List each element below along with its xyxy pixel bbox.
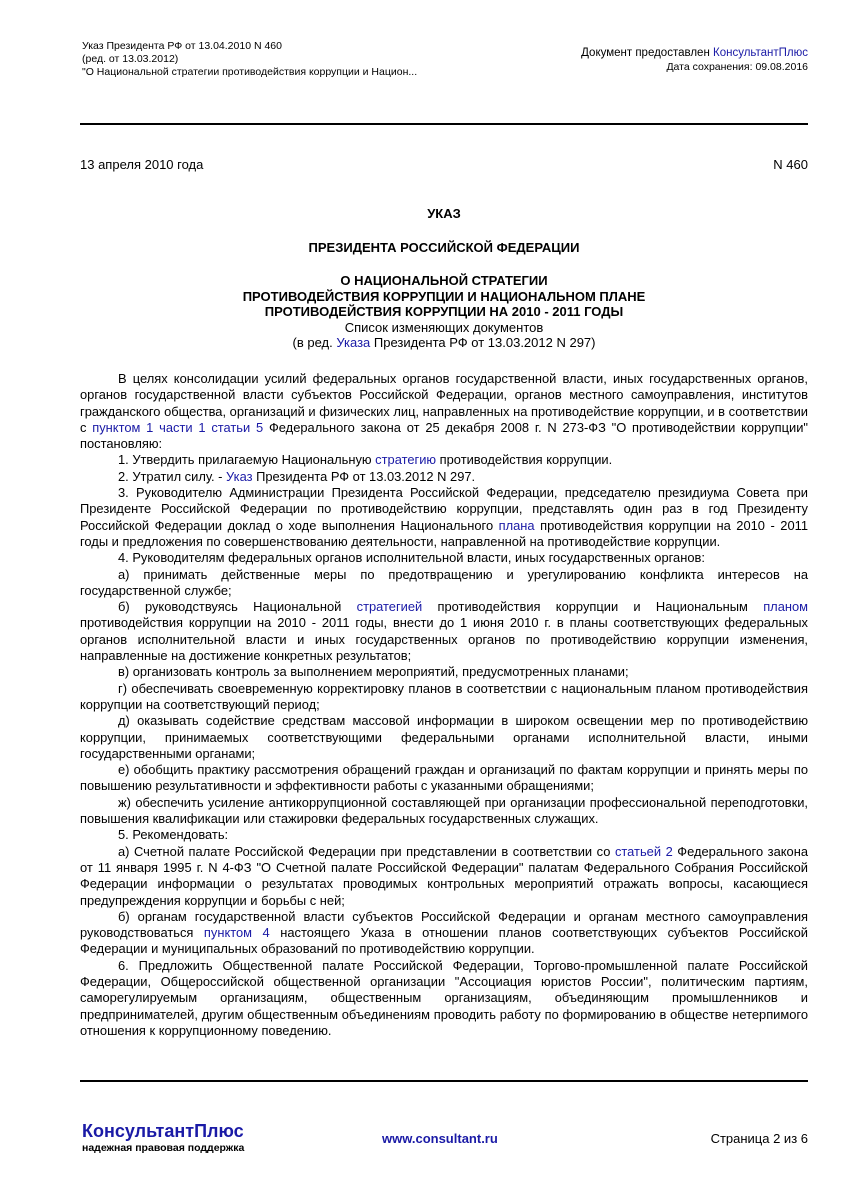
header-divider [80, 123, 808, 125]
paragraph-3 [80, 485, 808, 550]
footer-tagline: надежная правовая поддержка [82, 1142, 245, 1154]
paragraph-intro [80, 371, 808, 452]
paragraph-5a [80, 844, 808, 909]
page-number: Страница 2 из 6 [710, 1131, 808, 1146]
header-doc-subtitle: "О Национальной стратегии противодействия коррупции и Национ... [82, 66, 418, 78]
text-run: Федерального закона от 25 декабря 2008 г. N 273-ФЗ "О противодействии коррупции" постановляю: [80, 419, 809, 452]
decree-title-line-2: ПРОТИВОДЕЙСТВИЯ КОРРУПЦИИ И НАЦИОНАЛЬНОМ ПЛАНЕ [242, 288, 646, 304]
paragraph-4e: е) обобщить практику рассмотрения обращений граждан и организаций по фактам коррупции и принять меры по повышению результативности и эффективности работы с указанными обращениями; [80, 762, 808, 794]
decree-body [80, 371, 808, 1039]
paragraph-4: 4. Руководителям федеральных органов исполнительной власти, иных государственных органов: [118, 550, 705, 566]
amend-suffix: Президента РФ от 13.03.2012 N 297) [370, 335, 596, 350]
text-run: противодействия коррупции на 2010 - 2011 годы и предложения по совершенствованию деятельности, направленной на противодействие коррупции. [80, 517, 808, 549]
paragraph-4b [80, 599, 808, 664]
decree-number: N 460 [773, 157, 808, 172]
text-run: В целях консолидации усилий федеральных органов государственной власти, иных государственных органов, органов государственной власти субъектов Российской Федерации, органов местного самоуправления, институтов гражданского общества, организаций и физических лиц, направленных на противодействие коррупции, и в соответствии с [80, 371, 808, 435]
footer-divider [80, 1080, 808, 1082]
paragraph-4a: а) принимать действенные меры по предотвращению и урегулированию конфликта интересов на государственной службе; [80, 566, 808, 598]
header-doc-title: Указ Президента РФ от 13.04.2010 N 460 [82, 40, 282, 52]
text-run: 1. Утвердить прилагаемую Национальную [118, 452, 376, 468]
footer-brand-logo: КонсультантПлюс [82, 1121, 244, 1141]
text-run: 3. Руководителю Администрации Президента Российской Федерации, председателю президиума Совета при Президенте Российской Федерации по противодействию коррупции, представлять один раз в год Президенту Российской Федерации доклад о ходе выполнения Национального [80, 485, 808, 533]
footer-site-link[interactable]: www.consultant.ru [382, 1131, 498, 1146]
text-run: противодействия коррупции на 2010 - 2011 годы, внести до 1 июня 2010 г. в планы соответствующих федеральных органов исполнительной власти и иных государственных органов по противодействию коррупции изменения, направленные на достижение конкретных результатов; [80, 615, 808, 664]
law-article-link[interactable]: статьей 2 [614, 843, 673, 859]
amend-decree-link[interactable]: Указа [336, 335, 371, 350]
plan-link[interactable]: плана [498, 517, 535, 533]
dateline [80, 157, 808, 173]
text-run: противодействия коррупции. [436, 452, 613, 468]
decree-issuer-heading: ПРЕЗИДЕНТА РОССИЙСКОЙ ФЕДЕРАЦИИ [308, 239, 580, 255]
text-run: настоящего Указа в отношении планов соответствующих субъектов Российской Федерации и муниципальных образований по противодействию коррупции. [80, 925, 808, 957]
paragraph-4v: в) организовать контроль за выполнением мероприятий, предусмотренных планами; [118, 664, 629, 680]
decree-title-block [80, 206, 808, 351]
header-save-date: Дата сохранения: 09.08.2016 [666, 61, 808, 73]
text-run: противодействия коррупции и Национальным [422, 599, 764, 615]
header-provided-prefix: Документ предоставлен [581, 47, 713, 59]
paragraph-6: 6. Предложить Общественной палате Российской Федерации, Торгово-промышленной палате Российской Федерации, Общероссийской общественной организации "Ассоциация юристов России", политическим партиям, саморегулируемым организациям, общественным организациям, объединяющим промышленников и предпринимателей, другим общественным объединениям проводить работу по формированию в обществе нетерпимого отношения к коррупционному поведению. [80, 957, 808, 1038]
text-run: 2. Утратил силу. - [118, 468, 227, 484]
header-provided-by [468, 46, 808, 60]
amendments-list-label: Список изменяющих документов [344, 319, 544, 335]
paragraph-2 [80, 469, 808, 485]
amendments-reference [80, 335, 808, 351]
paragraph-4d: д) оказывать содействие средствам массовой информации в широком освещении мер по противодействию коррупции, принимаемых соответствующими федеральными органами исполнительной власти, иными государственными органами; [80, 713, 808, 761]
text-run: Федерального закона от 11 января 1995 г. N 4-ФЗ "О Счетной палате Российской Федерации" палатам Федерального Собрания Российской Федерации информации о результатах проводимых контрольных мероприятий отражать вопросы, касающиеся предупреждения коррупции и борьбы с ней; [80, 843, 808, 908]
header-doc-edition: (ред. от 13.03.2012) [82, 53, 179, 65]
text-run: Президента РФ от 13.03.2012 N 297. [252, 468, 476, 484]
law-article-link[interactable]: пунктом 1 части 1 статьи 5 [92, 419, 264, 435]
decree-title-line-1: О НАЦИОНАЛЬНОЙ СТРАТЕГИИ [340, 273, 548, 288]
text-run: б) органам государственной власти субъектов Российской Федерации и органам местного самоуправления руководствоваться [80, 908, 808, 941]
text-run: б) руководствуясь Национальной [118, 599, 357, 615]
strategy-link[interactable]: стратегией [356, 599, 423, 615]
decree-date: 13 апреля 2010 года [80, 157, 204, 172]
document-header-left [82, 40, 502, 79]
paragraph-5b [80, 909, 808, 958]
paragraph-1 [80, 452, 808, 468]
clause-link[interactable]: пунктом 4 [203, 925, 270, 941]
decree-title-line-3: ПРОТИВОДЕЙСТВИЯ КОРРУПЦИИ НА 2010 - 2011 ГОДЫ [264, 304, 624, 319]
paragraph-5: 5. Рекомендовать: [118, 827, 229, 843]
footer-brand [82, 1121, 244, 1155]
paragraph-4zh: ж) обеспечить усиление антикоррупционной составляющей при организации профессиональной переподготовки, повышения квалификации или стажировки федеральных государственных служащих. [80, 794, 808, 827]
text-run: а) Счетной палате Российской Федерации при представлении в соответствии со [118, 843, 615, 859]
decree-link[interactable]: Указ [226, 468, 253, 484]
paragraph-4g: г) обеспечивать своевременную корректировку планов в соответствии с национальным планом противодействия коррупции на соответствующий период; [80, 680, 808, 712]
header-brand-link[interactable]: КонсультантПлюс [713, 47, 808, 59]
decree-type-heading: УКАЗ [427, 206, 461, 221]
document-header-right [468, 46, 808, 74]
strategy-link[interactable]: стратегию [375, 452, 437, 468]
amend-prefix: (в ред. [292, 335, 337, 350]
plan-link[interactable]: планом [763, 599, 809, 615]
